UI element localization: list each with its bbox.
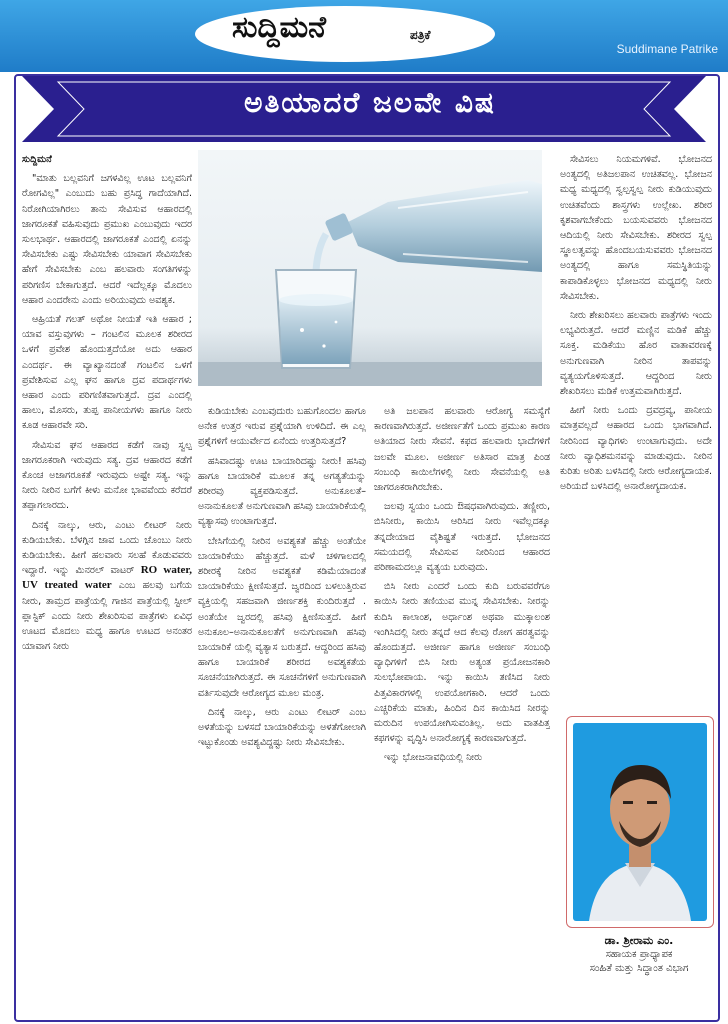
masthead-subtitle: ಪತ್ರಿಕೆ [410,28,431,42]
author-credit [566,934,712,976]
paragraph: ಇನ್ನು ಭೋಜನಾವಧಿಯಲ್ಲಿ ನೀರು [384,752,483,764]
paragraph: ದಿನಕ್ಕೆ ನಾಲ್ಕು, ಆರು, ಎಂಟು ಲೀಟರ್ ನೀರು ಕುಡಿಯಬೇಕು. ಬೆಳಗ್ಗಿನ ಜಾವ ಒಂದು ಚೊಂಬು ನೀರು ಕುಡಿಯಬೇಕು. ಹೀಗೆ ಹಲವಾರು ಸಲಹೆ ಕೊಡುವವರು ಇದ್ದಾರೆ. ಇನ್ನು ಮಿನರಲ್ ವಾಟರ್ RO water, UV treated water ಎಂಬ ಹಲವು ಬಗೆಯ ನೀರು, ತಾಮ್ರದ ಪಾತ್ರೆಯಲ್ಲಿ ಗಾಜಿನ ಪಾತ್ರೆಯಲ್ಲಿ ಸ್ಟೀಲ್ ಪ್ಲಾಸ್ಟಿಕ್ ಎಂದು ನೀರು ಶೇಖರಿಸುವ ಪಾತ್ರೆಗಳು ಏವಿಧ ಊಟದ ಮೊದಲು ಮಧ್ಯ ಹಾಗೂ ಊಟದ ಅನಂತರ ಯಾವಾಗ ನೀರು [22,519,192,653]
paragraph: ಸೇವಿಸಲು ನಿಯಮಗಳಿವೆ. ಭೋಜನದ ಅಂತ್ಯದಲ್ಲಿ ಅತಿಜಲಪಾನ ಉಚಿತವಲ್ಲ. ಭೋಜನ ಮಧ್ಯ ಮಧ್ಯದಲ್ಲಿ ಸ್ವಲ್ಪಸ್ವಲ್ಪ ನೀರು ಕುಡಿಯುವುದು ಉಚಿತವೆಂದು ಶಾಸ್ತ್ರಗಳು ಉಲ್ಲೇಖ. ಶರೀರ ಕೃಶವಾಗಬೇಕೆಂದು ಬಯಸುವವರು ಭೋಜನದ ಆದಿಯಲ್ಲಿ ನೀರು ಸೇವಿಸಬೇಕು. ಶರೀರದ ಸ್ವಲ್ಪ ಸ್ಥೂಲತ್ವವನ್ನು ಹೊಂದಬಯಸುವವರು ಭೋಜನದ ಅಂತ್ಯದಲ್ಲಿ ಹಾಗೂ ಸಮಸ್ಥಿತಿಯನ್ನು ಕಾಪಾಡಿಕೊಳ್ಳಲು ಭೋಜನದ ಮಧ್ಯದಲ್ಲಿ ನೀರು ಸೇವಿಸಬೇಕು. [560,154,712,302]
english-phrase: RO water, UV treated water [22,564,192,592]
article-column-4 [560,152,712,708]
paragraph: ಬಿಸಿ ನೀರು ಎಂದರೆ ಒಂದು ಕುದಿ ಬರುವವರೆಗೂ ಕಾಯಿಸಿ ನೀರು ತಣಿಯುವ ಮುನ್ನ ಸೇವಿಸಬೇಕು. ನೀರನ್ನು ಕುದಿಸಿ ಕಾಲಾಂಶ, ಅರ್ಧಾಂಶ ಅಥವಾ ಮುಕ್ಕಾಲಂಶ ಇಂಗಿಸಿದಲ್ಲಿ ನೀರು ತನ್ನದೆ ಆದ ಕೆಲವು ರೋಗ ಹರತ್ವವನ್ನು ಹೊಂದುತ್ತದೆ. ಅಜೀರ್ಣ ಹಾಗೂ ಅಜೀರ್ಣ ಸಂಬಂಧಿ ವ್ಯಾಧಿಗಳಿಗೆ ಬಿಸಿ ನೀರು ಅತ್ಯಂತ ಪ್ರಯೋಜನಕಾರಿ ಸುಲಭೋಪಾಯ. ಇನ್ನು ಕಾಯಿಸಿ ತಣಿಸಿದ ನೀರು ಪಿತ್ತವಿಕಾರಗಳಲ್ಲಿ ಉಪಯೋಗಕಾರಿ. ಆದರೆ ಒಂದು ಎಚ್ಚರಿಕೆಯ ಮಾತು, ಹಿಂದಿನ ದಿನ ಕಾಯಿಸಿದ ನೀರನ್ನು ಮರುದಿನ ಉಪಯೋಗಿಸುವಂತಿಲ್ಲ. ಅದು ವಾತಪಿತ್ತ ಕಫಗಳನ್ನು ವೃದ್ಧಿಸಿ ಅನಾರೋಗ್ಯಕ್ಕೆ ಕಾರಣವಾಗುತ್ತದೆ. [374,581,550,745]
author-name: ಡಾ. ಶ್ರೀರಾಮ ಎಂ. [604,934,674,947]
masthead-title: ಸುದ್ದಿಮನೆ [232,10,326,45]
paragraph: ದಿನಕ್ಕೆ ನಾಲ್ಕು, ಆರು ಎಂಟು ಲೀಟರ್ ಎಂಬ ಅಳತೆಯನ್ನು ಬಳಸದೆ ಬಾಯಾರಿಕೆಯನ್ನು ಅಳತೆಗೋಲಾಗಿ ಇಟ್ಟುಕೊಂಡು ಅವಶ್ಯವಿದ್ದಷ್ಟು ನೀರು ಸೇವಿಸಬೇಕು. [198,706,366,749]
author-portrait-image [567,717,713,927]
article-column-2 [198,404,366,1016]
author-department: ಸಂಹಿತೆ ಮತ್ತು ಸಿದ್ಧಾಂತ ವಿಭಾಗ [589,963,689,974]
paragraph: "ಮಾತು ಬಲ್ಲವನಿಗೆ ಜಗಳವಿಲ್ಲ ಊಟ ಬಲ್ಲವನಿಗೆ ರೋಗವಿಲ್ಲ" ಎಂಬುದು ಬಹು ಪ್ರಸಿದ್ಧ ಗಾದೆಯಾಗಿದೆ. ನಿರೋಗಿಯಾಗಿರಲು ತಾನು ಸೇವಿಸುವ ಆಹಾರದಲ್ಲಿ ಜಾಗರೂಕತೆ ವಹಿಸುವುದು ಪ್ರಮುಖ ಎಂಬುವುದು ಇದರ ಸುಲಭಾರ್ಥ. ಆಹಾರದಲ್ಲಿ ಜಾಗರೂಕತೆ ಎಂದಲ್ಲಿ ಏನನ್ನು ಸೇವಿಸಬೇಕು ಎಷ್ಟು ಸೇವಿಸಬೇಕು ಯಾವಾಗ ಸೇವಿಸಬೇಕು ಹೇಗೆ ಸೇವಿಸಬೇಕು ಎಂಬ ಹಲವಾರು ಸಂಗತಿಗಳನ್ನು ಪರಿಗಣಿಸ ಬೇಕಾಗುತ್ತದೆ. ಆದರೆ ಇದೆಲ್ಲಕ್ಕೂ ಮೊದಲು ಆಹಾರ ಎಂದರೇನು ಎಂದು ಅರಿಯುವುದು ಅವಶ್ಯಕ. [22,173,192,306]
paragraph: ನೀರು ಶೇಖರಿಸಲು ಹಲವಾರು ಪಾತ್ರೆಗಳು ಇಂದು ಲಭ್ಯವಿರುತ್ತದೆ. ಆದರೆ ಮಣ್ಣಿನ ಮಡಿಕೆ ಹೆಚ್ಚು ಸೂಕ್ತ. ಮಡಿಕೆಯು ಹೊರ ವಾತಾವರಣಕ್ಕೆ ಅನುಗುಣವಾಗಿ ನೀರಿನ ತಾಪವನ್ನು ವ್ಯತ್ಯಯಗೊಳಿಸುತ್ತದೆ. ಆದ್ದರಿಂದ ನೀರು ಶೇಖರಿಸಲು ಮಡಿಕೆ ಉತ್ತಮವಾಗಿರುತ್ತದೆ. [560,310,712,398]
paragraph: ಸೇವಿಸುವ ಘನ ಆಹಾರದ ಕಡೆಗೆ ನಾವು ಸ್ವಲ್ಪ ಜಾಗರೂಕರಾಗಿ ಇರುವುದು ಸತ್ಯ. ದ್ರವ ಆಹಾರದ ಕಡೆಗೆ ಕೊಂಚ ಅಜಾಗರೂಕತೆ ಇರುವುದು ಅಷ್ಟೇ ಸತ್ಯ. ಇನ್ನು ನೀರು ನೀರಿನ ಬಗೆಗೆ ಕೀಳು ಮನೋ ಭಾವವೆಂದು ಕರೆದರೆ ತಪ್ಪಾಗಲಾರದು. [22,439,192,512]
headline: ಅತಿಯಾದರೆ ಜಲವೇ ವಿಷ [244,86,496,119]
article-column-1 [22,152,192,1016]
author-designation: ಸಹಾಯಕ ಪ್ರಾಧ್ಯಾಪಕ [605,949,673,960]
byline: ಸುದ್ದಿಮನೆ [22,154,52,165]
masthead-latin-name: Suddimane Patrike [616,42,718,56]
article-column-3 [374,404,550,1016]
paragraph: ಜಲವು ಸ್ವಯಂ ಒಂದು ಔಷಧವಾಗಿರುವುದು. ತಣ್ಣೀರು, ಬಿಸಿನೀರು, ಕಾಯಿಸಿ ಆರಿಸಿದ ನೀರು ಇವೆಲ್ಲದಕ್ಕೂ ತನ್ನದೇಯಾದ ವೈಶಿಷ್ಟತೆ ಇರುತ್ತದೆ. ಭೋಜನದ ಸಮಯದಲ್ಲಿ ಸೇವಿಸುವ ನೀರಿನಿಂದ ಆಹಾರದ ಪರಿಣಾಮದಲ್ಲೂ ವ್ಯತ್ಯಯ ಬರುವುದು. [374,501,550,574]
paragraph: ಬೇಸಿಗೆಯಲ್ಲಿ ನೀರಿನ ಅವಶ್ಯಕತೆ ಹೆಚ್ಚು ಅಂತೆಯೇ ಬಾಯಾರಿಕೆಯು ಹೆಚ್ಚುತ್ತದೆ. ಮಳೆ ಚಳಿಗಾಲದಲ್ಲಿ ಶರೀರಕ್ಕೆ ನೀರಿನ ಅವಶ್ಯಕತೆ ಕಡಿಮೆಯಾದಂತೆ ಬಾಯಾರಿಕೆಯು ಕ್ಷೀಣಿಸುತ್ತದೆ. ಜ್ವರದಿಂದ ಬಳಲುತ್ತಿರುವ ವ್ಯಕ್ತಿಯಲ್ಲಿ ಸಹಜವಾಗಿ ಜೀರ್ಣಶಕ್ತಿ ಕುಂದಿರುತ್ತದೆ . ಅಂತೆಯೇ ಜ್ವರದಲ್ಲಿ ಹಸಿವು ಕ್ಷೀಣಿಸುತ್ತದೆ. ಹೀಗೆ ಅನುಕೂಲ–ಅನಾನುಕೂಲತೆಗೆ ಅನುಗುಣವಾಗಿ ಹಸಿವು ಬಾಯಾರಿಕೆ ಯಲ್ಲಿ ವ್ಯತ್ಯಾಸ ಬರುತ್ತದೆ. ಆದ್ದರಿಂದ ಹಸಿವು ಹಾಗೂ ಬಾಯಾರಿಕೆ ಶರೀರದ ಅವಶ್ಯಕತೆಯ ಸೂಚನೆಯಾಗಿರುತ್ತದೆ. ಈ ಸೂಚನೆಗಳಿಗೆ ಅನುಗುಣವಾಗಿ ವರ್ತಿಸುವುದೇ ಆರೋಗ್ಯದ ಮೂಲ ಮಂತ್ರ. [198,535,366,699]
paragraph: ಹಸಿವಾದಷ್ಟು ಊಟ ಬಾಯಾರಿದಷ್ಟು ನೀರು! ಹಸಿವು ಹಾಗೂ ಬಾಯಾರಿಕೆ ಮೂಲಕ ತನ್ನ ಅಗತ್ಯತೆಯನ್ನು ಶರೀರವು ವ್ಯಕ್ತಪಡಿಸುತ್ತದೆ. ಅನುಕೂಲತೆ– ಅನಾನುಕೂಲತೆ ಅನುಗುಣವಾಗಿ ಹಸಿವು ಬಾಯಾರಿಕೆಯಲ್ಲಿ ವ್ಯತ್ಯಾಸವು ಉಂಟಾಗುತ್ತದೆ. [198,455,366,528]
author-photo [566,716,714,928]
masthead [0,0,728,72]
paragraph: ಕುಡಿಯಬೇಕು ಎಂಬವುದುರು ಬಹುಗೊಂದಲ ಹಾಗೂ ಅನೇಕ ಉತ್ತರ ಇರುವ ಪ್ರಶ್ನೆಯಾಗಿ ಉಳಿದಿದೆ. ಈ ಎಲ್ಲ ಪ್ರಶ್ನೆಗಳಿಗೆ ಆಯುರ್ವೇದ ಏನೆಂದು ಉತ್ತರಿಸುತ್ತದೆ? [198,406,366,448]
paragraph: ಹೀಗೆ ನೀರು ಒಂದು ದ್ರವದ್ರವ್ಯ, ಪಾನೀಯ ಮಾತ್ರವಲ್ಲದೆ ಆಹಾರದ ಒಂದು ಭಾಗವಾಗಿದೆ. ನೀರಿನಿಂದ ವ್ಯಾಧಿಗಳು ಉಂಟಾಗುವುದು. ಅದೇ ನೀರು ವ್ಯಾಧಿಶಮನವನ್ನು ಮಾಡುವುದು. ನೀರಿನ ಕುರಿತು ಅರಿತು ಬಳಸಿದಲ್ಲಿ ನೀರು ಆರೋಗ್ಯದಾಯಕ. ಅರಿಯದೆ ಬಳಸಿದಲ್ಲಿ ಅನಾರೋಗ್ಯದಾಯಕ. [560,405,712,493]
paragraph: ಆಹ್ರಿಯತೆ ಗಲತ್ ಅಥೋ ನೀಯತೆ ಇತಿ ಆಹಾರ ; ಯಾವ ವಸ್ತುವುಗಳು – ಗಂಟಲಿನ ಮೂಲಕ ಶರೀರದ ಒಳಗೆ ಪ್ರವೇಶ ಹೊಂದುತ್ತದೆಯೋ ಅದು ಆಹಾರ ಎಂದರ್ಥ. ಈ ವ್ಯಾಖ್ಯಾನದಂತೆ ಗಂಟಲಿನ ಒಳಗೆ ಪ್ರವೇಶಿಸುವ ಎಲ್ಲ ಘನ ಹಾಗೂ ದ್ರವ ಪದಾರ್ಥಗಳು ಆಹಾರ ಎಂದು ಪರಿಗಣಿತವಾಗುತ್ತದೆ. ದ್ರವ ಎಂದಲ್ಲಿ ಹಾಲು, ಮೊಸರು, ತುಪ್ಪ ಪಾನೀಯಗಳು ಹಾಗೂ ನೀರು ಕೂಡ ಆಹಾರವೇ ಸರಿ. [22,314,192,432]
water-glass-photo [198,150,542,386]
paragraph: ಅತಿ ಜಲಪಾನ ಹಲವಾರು ಆರೋಗ್ಯ ಸಮಸ್ಯೆಗೆ ಕಾರಣವಾಗಿರುತ್ತದೆ. ಅಜೀರ್ಣತೆಗೆ ಒಂದು ಪ್ರಮುಖ ಕಾರಣ ಅತಿಯಾದ ನೀರು ಸೇವನೆ. ಕಫದ ಹಲವಾರು ಭಾದೆಗಳಿಗೆ ಜಲವೇ ಮೂಲ. ಅಜೀರ್ಣ ಅತಿಸಾರ ಮಾತ್ರ ಪಿಂಡ ಸಂಬಂಧಿ ಕಾಯಿಲೆಗಳಲ್ಲಿ ನೀರು ಸೇವನೆಯಲ್ಲಿ ಅತಿ ಜಾಗರೂಕರಾಗಿರಬೇಕು. [374,406,550,494]
